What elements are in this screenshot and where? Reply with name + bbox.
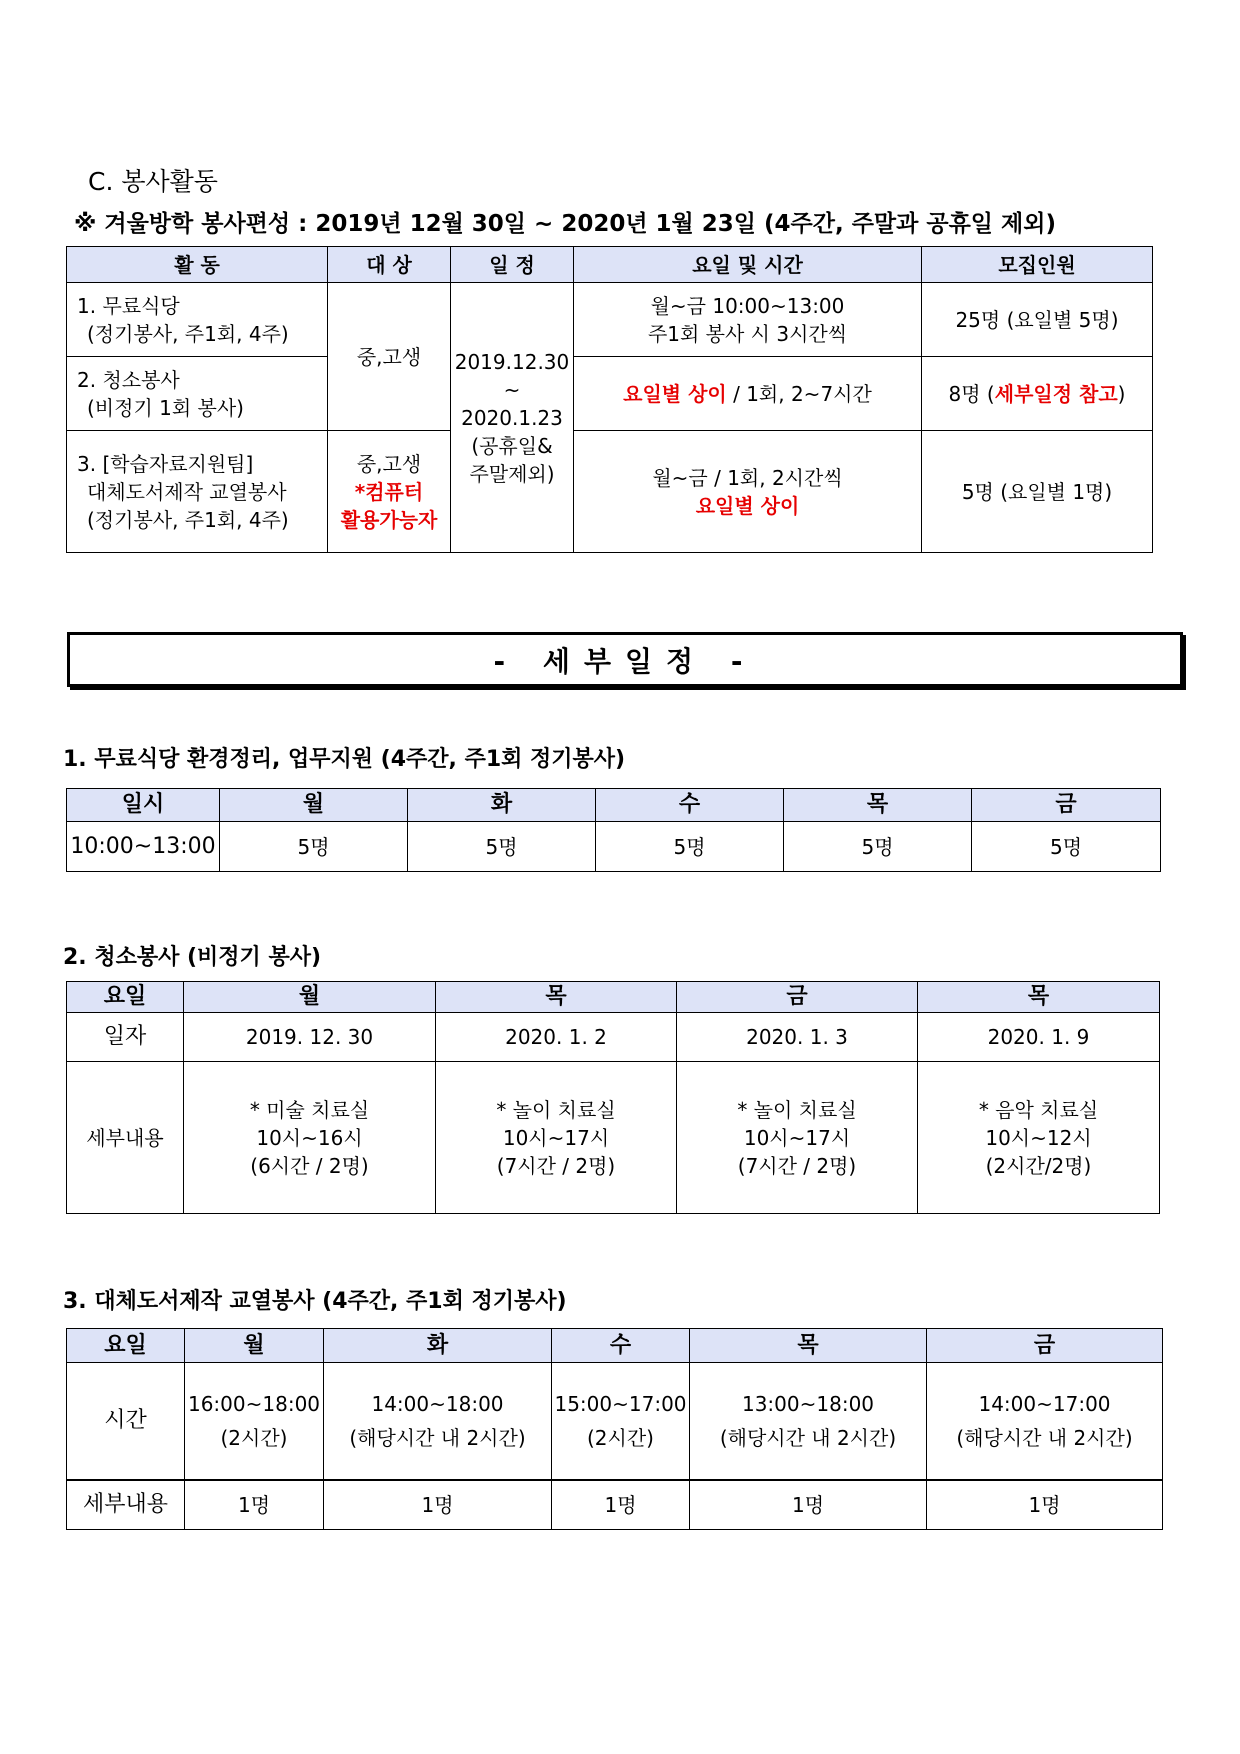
row-label: 일자 <box>67 1013 184 1062</box>
header-cell: 일시 <box>67 789 220 822</box>
activity-line: 3. [학습자료지원팀] <box>77 451 254 476</box>
value-cell: 5명 <box>596 822 784 872</box>
time-line: 14:00~17:00 <box>978 1391 1111 1416</box>
time-highlight: 요일별 상이 <box>623 381 727 406</box>
time-line: (2시간) <box>220 1425 288 1450</box>
activity-line: 대체도서제작 교열봉사 <box>87 479 287 504</box>
table-row <box>67 1363 1163 1480</box>
time-line: 16:00~18:00 <box>187 1391 321 1416</box>
time-line: 주1회 봉사 시 3시간씩 <box>647 321 848 346</box>
value-cell: 1명 <box>690 1480 927 1530</box>
detail-line: * 음악 치료실 <box>978 1097 1099 1122</box>
activity-line: 1. 무료식당 <box>77 293 180 318</box>
detail-cell <box>184 1062 436 1214</box>
header-cell: 요일 <box>67 1329 185 1363</box>
table3-title: 3. 대체도서제작 교열봉사 (4주간, 주1회 정기봉사) <box>63 1289 567 1314</box>
detail-cell <box>677 1062 918 1214</box>
time-line: 월~금 10:00~13:00 <box>650 293 845 318</box>
header-cell: 목 <box>690 1329 927 1363</box>
table2-title: 2. 청소봉사 (비정기 봉사) <box>63 945 322 970</box>
time-text: / 1회, 2~7시간 <box>726 381 872 406</box>
activity-cell <box>67 431 328 553</box>
recruit-cell: 5명 (요일별 1명) <box>922 431 1153 553</box>
schedule-line: 주말제외) <box>469 461 555 486</box>
detail-line: 10시~17시 <box>502 1125 610 1150</box>
table-row <box>67 1062 1160 1214</box>
time-cell <box>324 1363 552 1480</box>
activity-line: (정기봉사, 주1회, 4주) <box>87 507 289 532</box>
recruit-cell: 25명 (요일별 5명) <box>922 283 1153 357</box>
detail-line: (7시간 / 2명) <box>737 1153 857 1178</box>
target-cell <box>328 431 451 553</box>
time-line: (해당시간 내 2시간) <box>349 1425 526 1450</box>
schedule-line: 2020.1.23 <box>461 405 563 430</box>
time-line: (해당시간 내 2시간) <box>956 1425 1133 1450</box>
header-target: 대 상 <box>328 247 451 283</box>
detail-line: (7시간 / 2명) <box>496 1153 616 1178</box>
row-label: 시간 <box>67 1363 185 1480</box>
time-cell <box>690 1363 927 1480</box>
row-label: 10:00~13:00 <box>67 822 220 872</box>
cleaning-schedule-table <box>66 981 1160 1214</box>
value-cell: 1명 <box>324 1480 552 1530</box>
table-row <box>67 1480 1163 1530</box>
header-cell: 월 <box>220 789 408 822</box>
header-cell: 요일 <box>67 982 184 1013</box>
recruit-text: 8명 ( <box>948 381 995 406</box>
table-row <box>67 283 1153 357</box>
date-cell: 2020. 1. 3 <box>677 1013 918 1062</box>
recruit-text: ) <box>1117 381 1126 406</box>
time-cell <box>574 431 922 553</box>
time-line: 14:00~18:00 <box>371 1391 504 1416</box>
detail-line: * 놀이 치료실 <box>496 1097 616 1122</box>
detail-line: 10시~17시 <box>743 1125 851 1150</box>
detail-cell <box>436 1062 677 1214</box>
time-line: (해당시간 내 2시간) <box>719 1425 897 1450</box>
detail-line: (2시간/2명) <box>985 1153 1092 1178</box>
schedule-line: (공휴일& <box>471 433 553 458</box>
schedule-line: 2019.12.30 <box>454 349 570 374</box>
cafeteria-schedule-table <box>66 788 1161 872</box>
date-cell: 2020. 1. 2 <box>436 1013 677 1062</box>
row-label: 세부내용 <box>67 1480 185 1530</box>
detail-cell <box>918 1062 1160 1214</box>
header-activity: 활 동 <box>67 247 328 283</box>
time-cell <box>574 283 922 357</box>
time-line: 월~금 / 1회, 2시간씩 <box>652 465 843 490</box>
detail-line: * 놀이 치료실 <box>737 1097 857 1122</box>
time-cell <box>574 357 922 431</box>
header-cell: 목 <box>918 982 1160 1013</box>
header-cell: 목 <box>436 982 677 1013</box>
target-cell <box>328 283 451 431</box>
header-cell: 화 <box>324 1329 552 1363</box>
header-cell: 목 <box>784 789 972 822</box>
target-highlight: 활용가능자 <box>340 507 438 532</box>
time-cell <box>552 1363 690 1480</box>
header-cell: 수 <box>596 789 784 822</box>
value-cell: 5명 <box>784 822 972 872</box>
schedule-cell <box>451 283 574 553</box>
date-cell: 2019. 12. 30 <box>184 1013 436 1062</box>
time-highlight: 요일별 상이 <box>695 493 800 518</box>
activity-line: 2. 청소봉사 <box>77 367 180 392</box>
value-cell: 5명 <box>408 822 596 872</box>
target-highlight: *컴퓨터 <box>354 479 424 504</box>
value-cell: 1명 <box>185 1480 324 1530</box>
time-cell <box>927 1363 1163 1480</box>
header-cell: 월 <box>185 1329 324 1363</box>
table1-title: 1. 무료식당 환경정리, 업무지원 (4주간, 주1회 정기봉사) <box>63 747 626 772</box>
section-title: C. 봉사활동 <box>88 167 218 196</box>
activity-cell <box>67 283 328 357</box>
value-cell: 5명 <box>220 822 408 872</box>
detail-line: * 미술 치료실 <box>249 1097 370 1122</box>
schedule-line: ~ <box>503 377 521 402</box>
time-cell <box>185 1363 324 1480</box>
header-cell: 금 <box>677 982 918 1013</box>
header-cell: 금 <box>972 789 1161 822</box>
activity-line: (비정기 1회 봉사) <box>87 395 244 420</box>
recruit-cell <box>922 357 1153 431</box>
table-row <box>67 357 1153 431</box>
time-line: 13:00~18:00 <box>741 1391 875 1416</box>
notice-text: ※ 겨울방학 봉사편성 : 2019년 12월 30일 ~ 2020년 1월 23일 (4주간, 주말과 공휴일 제외) <box>74 211 1056 237</box>
header-recruit: 모집인원 <box>922 247 1153 283</box>
row-label: 세부내용 <box>67 1062 184 1214</box>
detail-line: 10시~16시 <box>256 1125 363 1150</box>
recruit-highlight: 세부일정 참고 <box>994 381 1118 406</box>
table-row <box>67 431 1153 553</box>
header-cell: 월 <box>184 982 436 1013</box>
time-line: (2시간) <box>587 1425 654 1450</box>
table-row <box>67 822 1161 872</box>
value-cell: 1명 <box>552 1480 690 1530</box>
header-schedule: 일 정 <box>451 247 574 283</box>
header-cell: 화 <box>408 789 596 822</box>
header-time: 요일 및 시간 <box>574 247 922 283</box>
value-cell: 5명 <box>972 822 1161 872</box>
detail-line: 10시~12시 <box>985 1125 1092 1150</box>
target-text: 중,고생 <box>356 344 422 369</box>
proofreading-schedule-table <box>66 1328 1163 1530</box>
header-cell: 수 <box>552 1329 690 1363</box>
time-line: 15:00~17:00 <box>554 1391 687 1416</box>
detail-schedule-banner: - 세부일정 - <box>67 632 1183 687</box>
target-text: 중,고생 <box>356 451 422 476</box>
summary-table <box>66 246 1153 553</box>
activity-cell <box>67 357 328 431</box>
date-cell: 2020. 1. 9 <box>918 1013 1160 1062</box>
header-cell: 금 <box>927 1329 1163 1363</box>
value-cell: 1명 <box>927 1480 1163 1530</box>
table-row <box>67 1013 1160 1062</box>
activity-line: (정기봉사, 주1회, 4주) <box>87 321 289 346</box>
detail-line: (6시간 / 2명) <box>250 1153 369 1178</box>
